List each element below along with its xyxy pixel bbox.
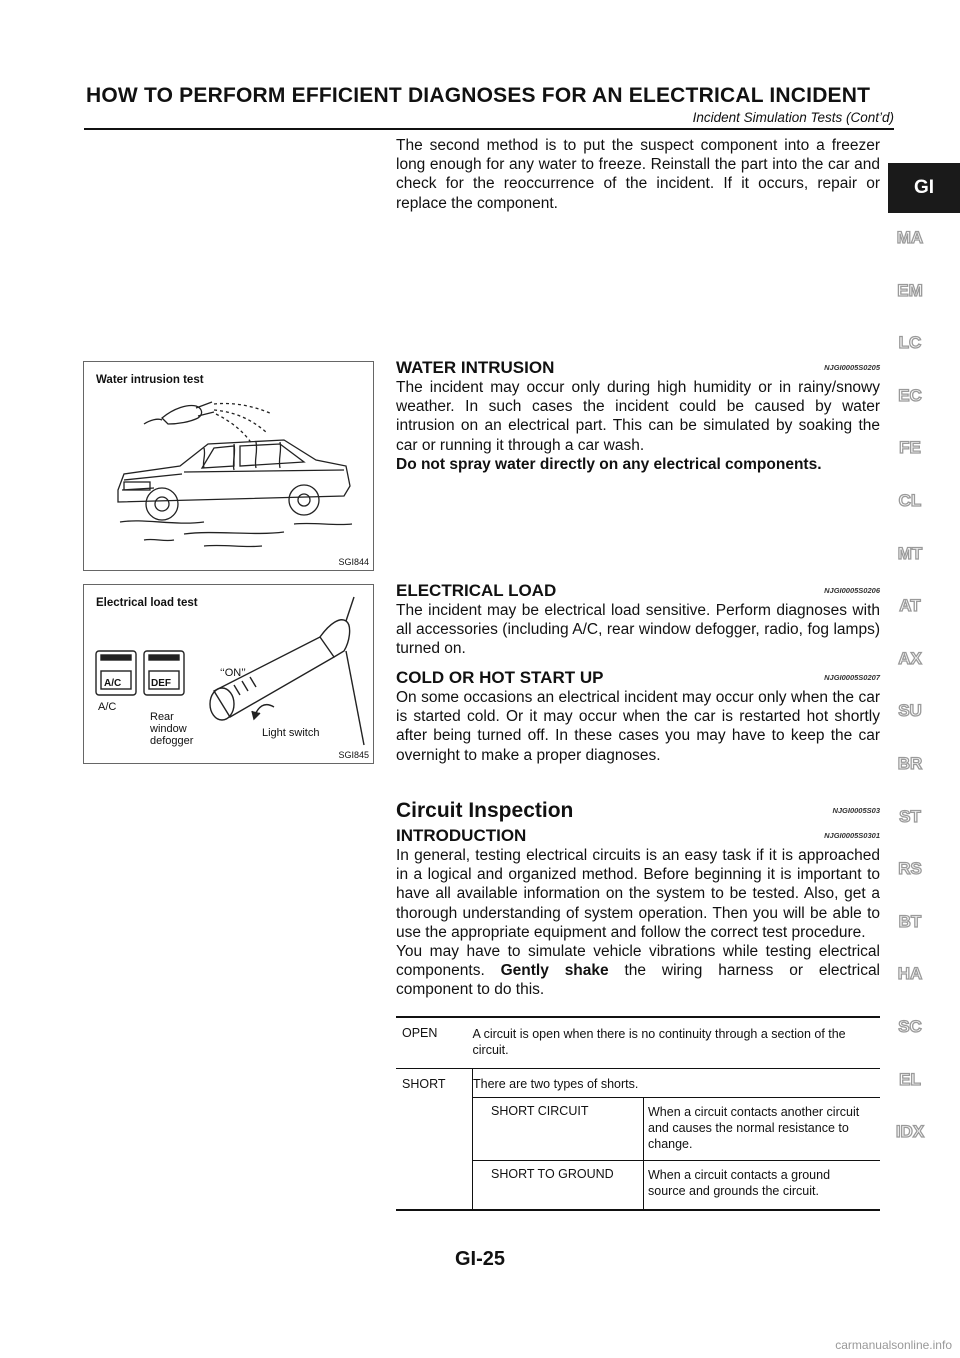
introduction-heading <box>396 826 880 846</box>
introduction-paragraph: In general, testing electrical circuits is an easy task if it is approached in a logical and organized method. Before beginning it is important to have all available information on the system to be tested. Also, get a thorough understanding of system operation. Then you will be able to use the appropriate equipment and follow the correct test procedure. <box>396 847 880 941</box>
watermark: carmanualsonline.info <box>835 1338 952 1352</box>
water-intrusion-heading <box>396 358 880 378</box>
water-intrusion-ref: NJGI0005S0205 <box>824 363 880 372</box>
intro-p2-bold: Gently shake <box>500 962 609 980</box>
introduction-paragraph-2 <box>396 942 880 1000</box>
tab-st[interactable]: ST <box>899 806 921 826</box>
short-definition: There are two types of shorts. <box>473 1077 639 1091</box>
rear-caption-3: defogger <box>150 735 194 747</box>
tab-bt[interactable]: BT <box>898 911 922 931</box>
light-switch-caption: Light switch <box>262 727 320 739</box>
figure-water-title: Water intrusion test <box>96 374 204 386</box>
water-intrusion-heading-text: WATER INTRUSION <box>396 358 555 377</box>
circuit-inspection-heading <box>396 798 880 824</box>
figure-electrical-code: SGI845 <box>338 750 369 760</box>
tab-lc[interactable]: LC <box>898 333 922 353</box>
tab-ma[interactable]: MA <box>896 228 924 247</box>
electrical-load-heading <box>396 581 880 601</box>
introduction-ref: NJGI0005S0301 <box>824 831 880 840</box>
tab-em[interactable]: EM <box>897 280 923 300</box>
cold-start-heading-text: COLD OR HOT START UP <box>396 668 604 687</box>
open-definition: A circuit is open when there is no continuity through a section of the circuit. <box>472 1027 846 1057</box>
circuit-inspection-ref: NJGI0005S03 <box>832 806 880 815</box>
header-divider <box>84 128 894 130</box>
short-term: SHORT <box>396 1069 473 1211</box>
on-label: ‘‘ON’’ <box>220 667 246 679</box>
intro-p2-c: the wiring harness or electrical component to do this. <box>396 962 881 999</box>
tab-gi-active[interactable]: GI <box>888 163 960 213</box>
short-circuit-term: SHORT CIRCUIT <box>473 1098 644 1161</box>
introduction-heading-text: INTRODUCTION <box>396 826 527 845</box>
rear-caption-2: window <box>150 723 187 735</box>
intro-paragraph: The second method is to put the suspect component into a freezer long enough for any water to freeze. Reinstall the part into the car and check for the reoccurrence of the incident. If it occurs, repair or replace the component. <box>396 137 880 212</box>
ac-button-label: A/C <box>104 678 122 689</box>
electrical-load-paragraph: The incident may be electrical load sensitive. Perform diagnoses with all accessories (including A/C, rear window defogger, radio, fog lamps) turned on. <box>396 602 880 658</box>
table-row-open <box>396 1017 880 1069</box>
rear-caption-1: Rear <box>150 711 174 723</box>
tab-mt[interactable]: MT <box>897 543 923 563</box>
tab-el[interactable]: EL <box>899 1069 921 1089</box>
tab-fe[interactable]: FE <box>899 438 921 458</box>
cold-start-heading <box>396 668 880 688</box>
water-intrusion-paragraph: The incident may occur only during high humidity or in rainy/snowy weather. In such cases the incident could be caused by water intrusion on an electrical part. This can be simulated by soaking the car or running it through a car wash. <box>396 379 880 454</box>
short-circuit-definition: When a circuit contacts another circuit and causes the normal resistance to change. <box>648 1105 860 1151</box>
tab-ax[interactable]: AX <box>898 648 922 668</box>
tab-br[interactable]: BR <box>897 754 923 773</box>
water-intrusion-warning: Do not spray water directly on any electrical components. <box>396 455 822 473</box>
circuit-terms-table <box>396 1016 880 1211</box>
tab-su[interactable]: SU <box>898 701 922 721</box>
tab-ec[interactable]: EC <box>898 385 922 405</box>
circuit-inspection-section <box>396 798 880 1000</box>
tab-sc[interactable]: SC <box>898 1017 922 1036</box>
page-header-subtitle: Incident Simulation Tests (Cont’d) <box>692 110 894 125</box>
electrical-load-ref: NJGI0005S0206 <box>824 586 880 595</box>
page-header-title: HOW TO PERFORM EFFICIENT DIAGNOSES FOR AN ELECTRICAL INCIDENT <box>86 84 871 107</box>
tab-idx[interactable]: IDX <box>895 1122 925 1142</box>
page-number: GI-25 <box>454 1248 506 1270</box>
tab-ha[interactable]: HA <box>897 964 923 984</box>
electrical-load-section <box>396 581 880 659</box>
cold-start-ref: NJGI0005S0207 <box>824 673 880 682</box>
short-to-ground-term: SHORT TO GROUND <box>473 1161 644 1211</box>
table-row-short <box>396 1069 880 1098</box>
water-intrusion-section <box>396 358 880 474</box>
tab-at[interactable]: AT <box>899 596 921 616</box>
circuit-inspection-heading-text: Circuit Inspection <box>396 799 574 822</box>
cold-start-section <box>396 668 880 765</box>
car-wash-illustration <box>84 362 375 572</box>
intro-p2-a: You may have to simulate vehicle vibrations while testing electrical components. <box>396 943 880 980</box>
electrical-load-heading-text: ELECTRICAL LOAD <box>396 581 557 600</box>
ac-caption: A/C <box>98 701 117 713</box>
cold-start-paragraph: On some occasions an electrical incident may occur only when the car is started cold. Or it may occur when the car is restarted hot shortly after being turned off. In these cases you may have to keep the car overnight to make a proper diagnoses. <box>396 689 880 764</box>
water-intrusion-warning-row <box>396 455 880 474</box>
figure-water-code: SGI844 <box>338 557 369 567</box>
figure-water-intrusion <box>83 361 374 571</box>
short-to-ground-definition: When a circuit contacts a ground source and grounds the circuit. <box>648 1168 831 1198</box>
tab-rs[interactable]: RS <box>898 859 922 879</box>
figure-electrical-load <box>83 584 374 764</box>
tab-cl[interactable]: CL <box>898 491 922 510</box>
intro-section <box>396 136 880 213</box>
def-button-label: DEF <box>151 678 171 689</box>
open-term: OPEN <box>402 1026 438 1040</box>
figure-electrical-title: Electrical load test <box>96 597 198 609</box>
